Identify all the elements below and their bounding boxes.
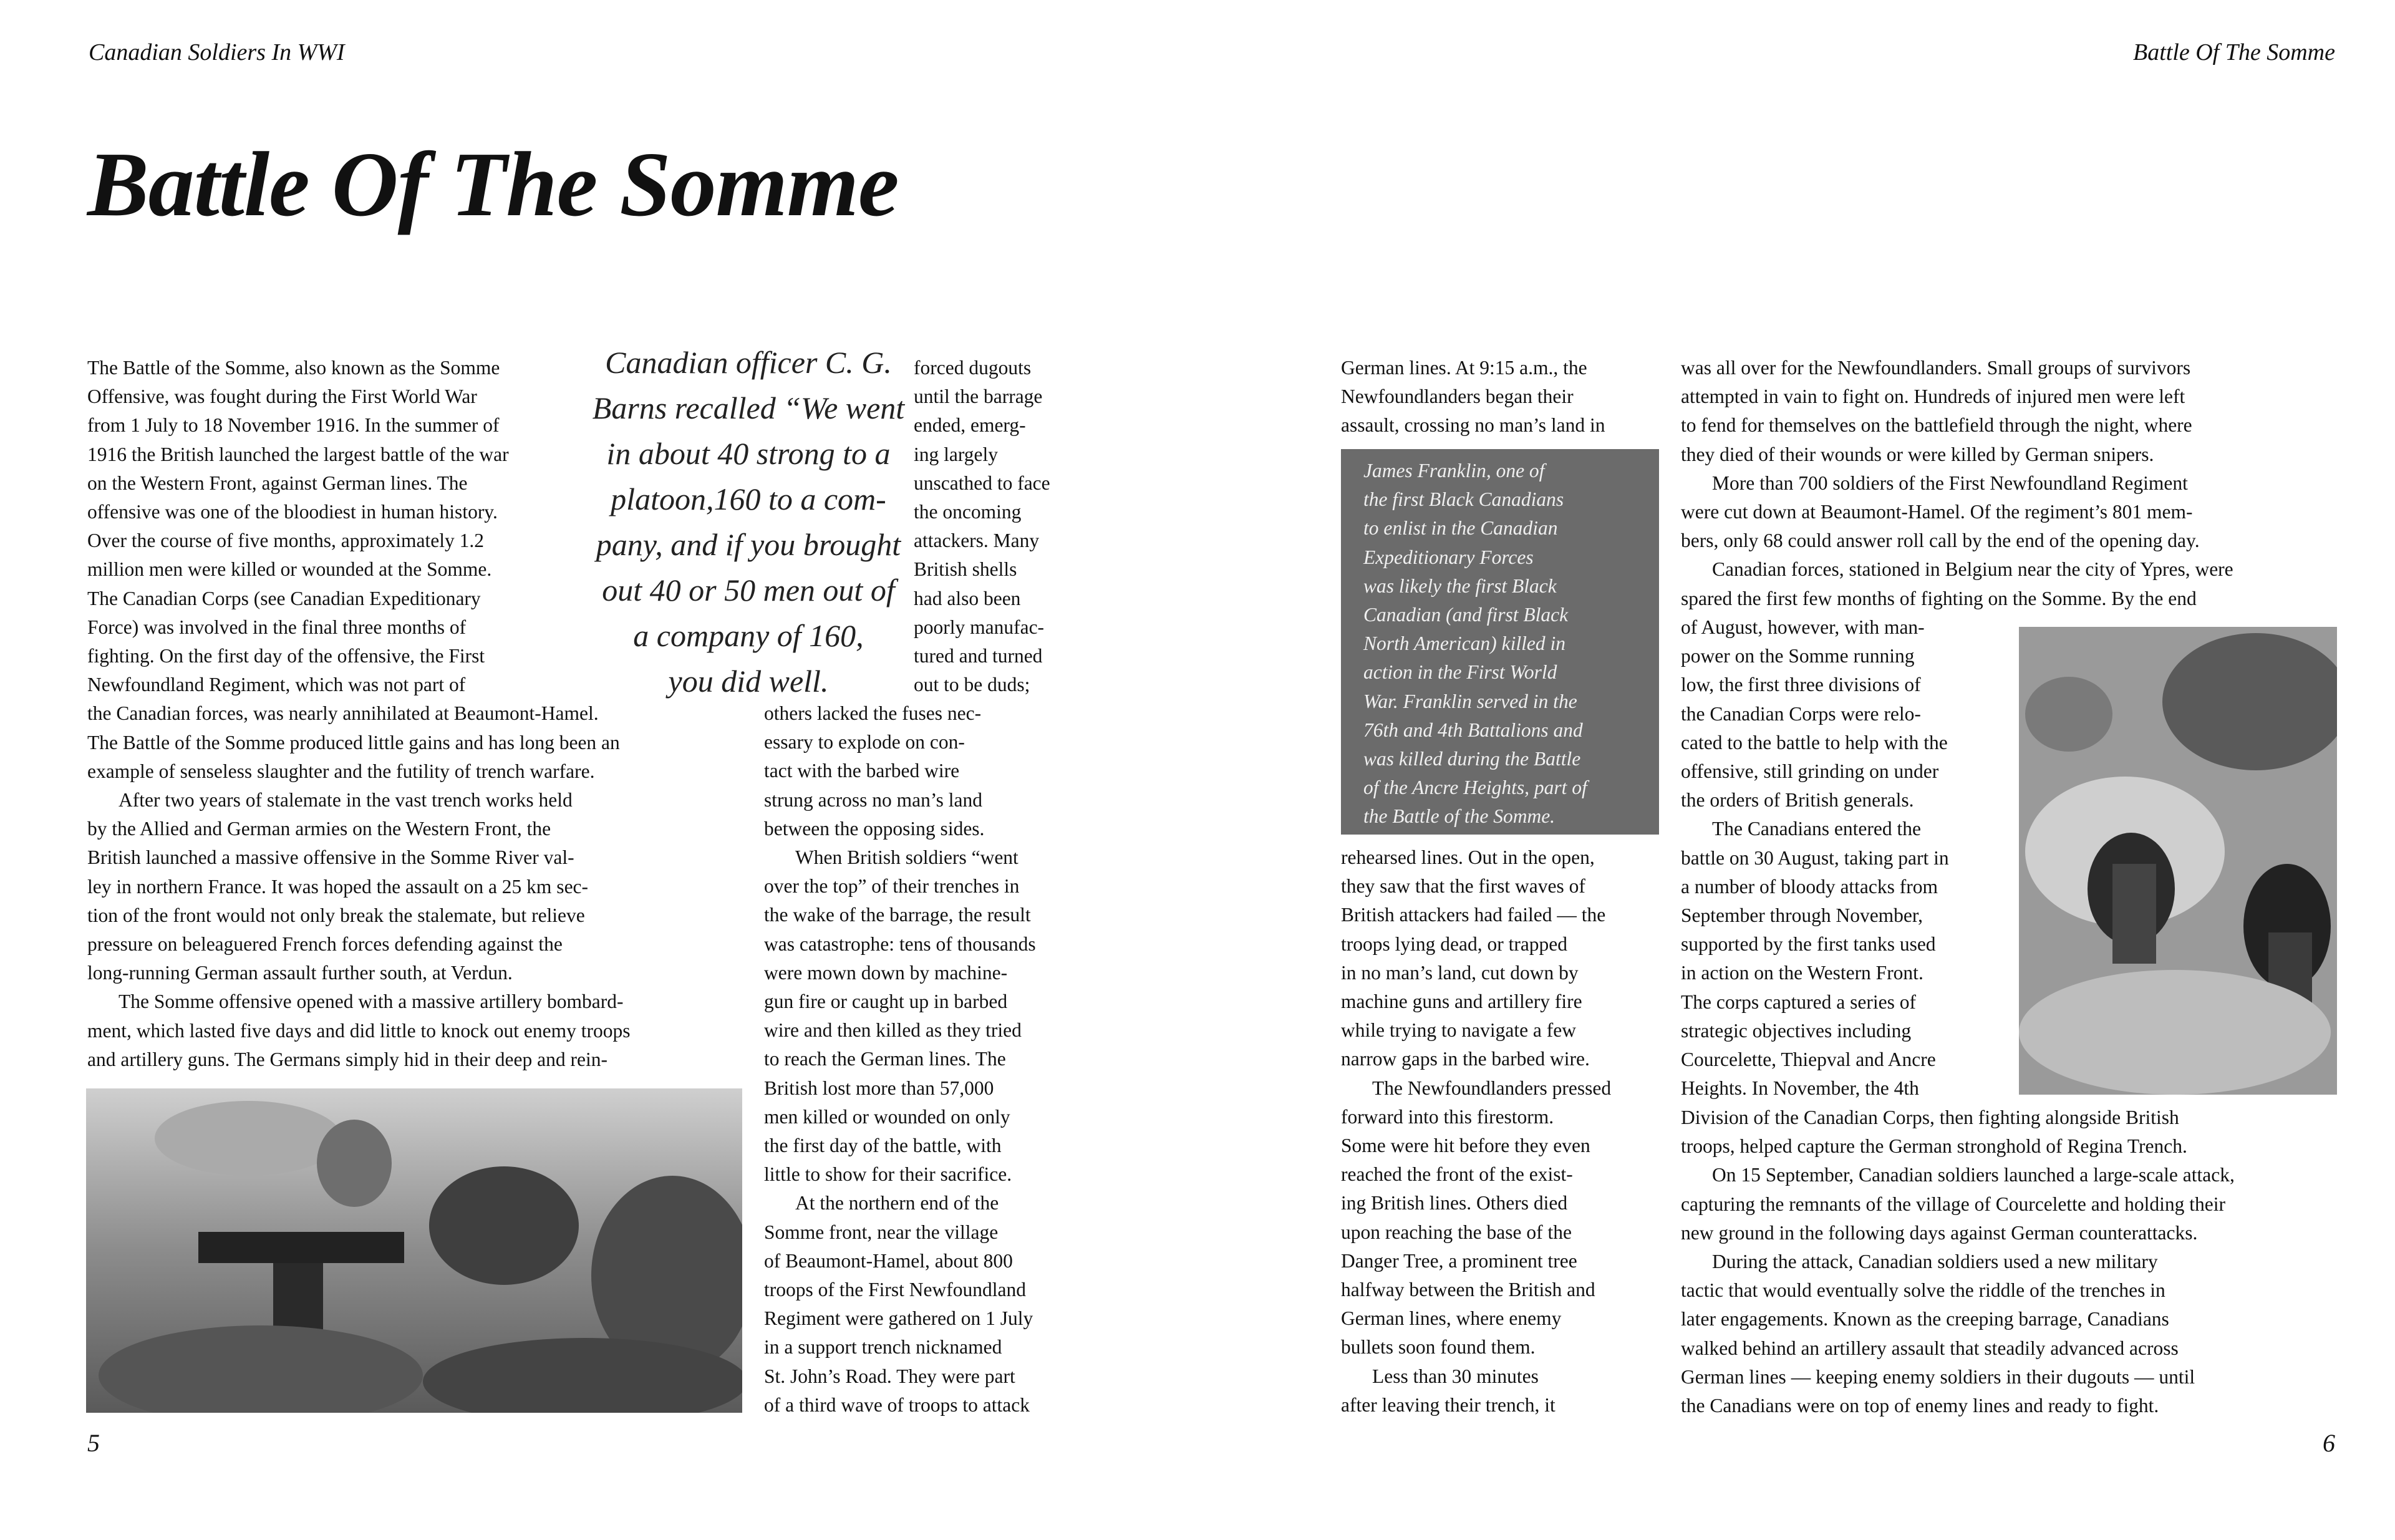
text-line: battle on 30 August, taking part in [1681,846,1949,869]
text-line: the Canadians were on top of enemy lines and ready to fight. [1681,1395,2159,1417]
text-line: was catastrophe: tens of thousands [764,932,1036,955]
text-line: attackers. Many [914,530,1040,552]
running-title-left: Canadian Soldiers In WWI [89,39,345,65]
text-line: The Battle of the Somme, also known as the Somme [87,357,500,379]
text-line: attempted in vain to fight on. Hundreds of injured men were left [1681,385,2185,408]
column-4-bottom-text [1681,1103,2342,1420]
text-line: unscathed to face [914,472,1050,494]
text-line: of the Ancre Heights, part of [1363,777,1587,799]
text-line: Barns recalled “We went [592,390,905,425]
text-line: troops, helped capture the German stronghold of Regina Trench. [1681,1135,2187,1158]
text-line: ley in northern France. It was hoped the assault on a 25 km sec- [87,875,589,898]
text-line: the Canadian forces, was nearly annihilated at Beaumont-Hamel. [87,702,599,725]
text-line: of Beaumont-Hamel, about 800 [764,1249,1013,1272]
text-line: Expeditionary Forces [1363,546,1534,568]
text-line: North American) killed in [1363,632,1565,655]
text-line: the Canadian Corps were relo- [1681,702,1921,725]
text-line: they died of their wounds or were killed by German snipers. [1681,443,2154,465]
text-line: gun fire or caught up in barbed [764,990,1008,1013]
text-line: On 15 September, Canadian soldiers launched a large-scale attack, [1712,1164,2235,1186]
text-line: the first day of the battle, with [764,1135,1002,1157]
text-line: over the top” of their trenches in [764,875,1020,898]
text-line: they saw that the first waves of [1341,875,1585,898]
text-line: Canadian forces, stationed in Belgium near the city of Ypres, were [1712,558,2233,581]
page-title: Battle Of The Somme [87,133,899,236]
text-line: Division of the Canadian Corps, then fighting alongside British [1681,1107,2179,1128]
text-line: by the Allied and German armies on the Western Front, the [87,818,551,840]
text-line: Regiment were gathered on 1 July [764,1307,1033,1330]
column-4-top-text [1681,354,2342,613]
text-line: British shells [914,558,1017,581]
text-line: poorly manufac- [914,616,1045,638]
text-line: low, the first three divisions of [1681,674,1921,696]
text-line: and artillery guns. The Germans simply hid in their deep and rein- [87,1048,607,1070]
text-line: in about 40 strong to a [606,436,891,471]
text-line: The Canadian Corps (see Canadian Expeditionary [87,587,481,609]
text-line: to fend for themselves on the battlefield through the night, where [1681,414,2192,437]
text-line: pany, and if you brought [596,527,901,562]
text-line: were cut down at Beaumont-Hamel. Of the regiment’s 801 mem- [1681,501,2193,523]
running-title-right: Battle Of The Somme [2132,39,2335,65]
text-line: Danger Tree, a prominent tree [1341,1249,1577,1272]
text-line: the oncoming [914,501,1022,523]
text-line: capturing the remnants of the village of Courcelette and holding their [1681,1193,2225,1215]
text-line: British lost more than 57,000 [764,1077,994,1099]
text-line: Courcelette, Thiepval and Ancre [1681,1048,1936,1071]
text-line: rehearsed lines. Out in the open, [1341,846,1595,868]
text-line: was killed during the Battle [1363,748,1581,770]
text-line: narrow gaps in the barbed wire. [1341,1048,1590,1070]
text-line: The Somme offensive opened with a massive artillery bombard- [119,990,624,1013]
text-line: you did well. [668,664,829,699]
text-line: offensive, still grinding on under [1681,760,1939,783]
text-line: were mown down by machine- [764,961,1008,984]
text-line: in action on the Western Front. [1681,962,1923,984]
text-line: a number of bloody attacks from [1681,875,1938,898]
text-line: War. Franklin served in the [1363,690,1577,712]
text-line: million men were killed or wounded at the Somme. [87,558,492,581]
text-line: September through November, [1681,904,1923,927]
text-line: German lines, where enemy [1341,1307,1562,1330]
text-line: Offensive, was fought during the First World War [87,385,477,408]
text-line: German lines. At 9:15 a.m., the [1341,357,1587,379]
text-line: halfway between the British and [1341,1279,1595,1301]
text-line: essary to explode on con- [764,731,965,753]
text-line: Newfoundlanders began their [1341,385,1574,408]
column-4-mid-text [1681,613,2018,1103]
text-line: the wake of the barrage, the result [764,904,1031,926]
text-line: strategic objectives including [1681,1019,1912,1042]
text-line: ment, which lasted five days and did little to knock out enemy troops [87,1019,631,1042]
page-number-right: 6 [2323,1429,2335,1457]
text-line: During the attack, Canadian soldiers used a new military [1712,1251,2158,1273]
text-line: 1916 the British launched the largest battle of the war [87,443,509,465]
text-line: little to show for their sacrifice. [764,1163,1012,1186]
text-line: platoon,160 to a com- [611,482,886,516]
text-line: supported by the first tanks used [1681,933,1936,956]
text-line: a company of 160, [633,618,864,653]
text-line: Canadian officer C. G. [605,345,892,380]
text-line: out 40 or 50 men out of [602,573,895,608]
photo-caption-box [1341,449,1659,835]
machine-gun-crew-photo [86,1088,742,1413]
text-line: ing British lines. Others died [1341,1192,1568,1214]
text-line: Force) was involved in the final three months of [87,616,467,638]
text-line: forward into this firestorm. [1341,1105,1554,1128]
text-line: later engagements. Known as the creeping barrage, Canadians [1681,1308,2169,1330]
text-line: Over the course of five months, approximately 1.2 [87,530,484,552]
text-line: 76th and 4th Battalions and [1363,719,1583,741]
text-line: while trying to navigate a few [1341,1019,1577,1042]
text-line: The corps captured a series of [1681,990,1916,1013]
text-line: was all over for the Newfoundlanders. Small groups of survivors [1681,357,2191,379]
page-number-left: 5 [87,1429,100,1457]
text-line: the first Black Canadians [1363,488,1564,511]
text-line: The Newfoundlanders pressed [1372,1077,1612,1099]
text-line: The Battle of the Somme produced little gains and has long been an [87,731,620,753]
text-line: Newfoundland Regiment, which was not part of [87,674,466,696]
column-3-top-text [1341,354,1672,440]
text-line: Heights. In November, the 4th [1681,1077,1919,1100]
text-line: The Canadians entered the [1712,818,1921,840]
text-line: ended, emerg- [914,414,1026,437]
text-line: of a third wave of troops to attack [764,1393,1030,1416]
text-line: reached the front of the exist- [1341,1163,1573,1186]
column-3-text [1341,843,1672,1420]
text-line: long-running German assault further south, at Verdun. [87,962,513,984]
text-line: new ground in the following days against German counterattacks. [1681,1221,2198,1244]
text-line: ing largely [914,443,999,465]
text-line: to reach the German lines. The [764,1048,1006,1070]
text-line: from 1 July to 18 November 1916. In the summer of [87,414,500,437]
text-line: offensive was one of the bloodiest in human history. [87,501,498,523]
text-line: tured and turned [914,645,1043,667]
text-line: of August, however, with man- [1681,616,1925,638]
text-line: bers, only 68 could answer roll call by the end of the opening day. [1681,530,2200,552]
text-line: James Franklin, one of [1363,460,1545,482]
text-line: Canadian (and first Black [1363,604,1569,626]
text-line: men killed or wounded on only [764,1105,1010,1128]
text-line: upon reaching the base of the [1341,1221,1572,1243]
text-line: Some were hit before they even [1341,1135,1590,1157]
column-2-text [764,699,1113,1420]
text-line: walked behind an artillery assault that steadily advanced across [1681,1337,2179,1359]
soldiers-dugout-image [2019,627,2337,1095]
text-line: bullets soon found them. [1341,1336,1536,1358]
text-line: between the opposing sides. [764,817,985,840]
text-line: power on the Somme running [1681,645,1915,667]
text-line: More than 700 soldiers of the First Newfoundland Regiment [1712,472,2188,494]
text-line: was likely the first Black [1363,574,1557,597]
text-line: cated to the battle to help with the [1681,731,1948,753]
text-line: Less than 30 minutes [1372,1365,1539,1387]
text-line: tact with the barbed wire [764,760,960,782]
text-line: After two years of stalemate in the vast trench works held [119,789,573,811]
text-line: in a support trench nicknamed [764,1336,1002,1358]
text-line: tion of the front would not only break the stalemate, but relieve [87,904,585,926]
text-line: At the northern end of the [795,1192,999,1214]
text-line: example of senseless slaughter and the futility of trench warfare. [87,760,595,782]
text-line: the orders of British generals. [1681,789,1914,811]
text-line: wire and then killed as they tried [764,1019,1022,1042]
text-line: troops lying dead, or trapped [1341,932,1568,955]
text-line: after leaving their trench, it [1341,1393,1556,1416]
soldiers-dugout-photo [2019,627,2337,1095]
text-line: assault, crossing no man’s land in [1341,414,1605,437]
text-line: others lacked the fuses nec- [764,702,982,724]
text-line: on the Western Front, against German lines. The [87,472,468,494]
text-line: to enlist in the Canadian [1363,517,1558,540]
text-line: tactic that would eventually solve the riddle of the trenches in [1681,1279,2165,1302]
machine-gun-crew-image [86,1088,742,1413]
text-line: machine guns and artillery fire [1341,990,1582,1013]
text-line: out to be duds; [914,674,1030,696]
text-line: the Battle of the Somme. [1363,805,1556,828]
text-line: spared the first few months of fighting on the Somme. By the end [1681,587,2197,609]
text-line: British attackers had failed — the [1341,904,1606,926]
text-line: action in the First World [1363,661,1557,684]
pull-quote [574,340,923,704]
text-line: German lines — keeping enemy soldiers in their dugouts — until [1681,1365,2195,1388]
text-line: until the barrage [914,385,1043,408]
text-line: When British soldiers “went [795,846,1018,869]
text-line: had also been [914,587,1021,609]
text-line: British launched a massive offensive in the Somme River val- [87,846,574,869]
text-line: forced dugouts [914,357,1032,379]
text-line: fighting. On the first day of the offensive, the First [87,645,485,667]
text-line: pressure on beleaguered French forces defending against the [87,933,563,956]
text-line: St. John’s Road. They were part [764,1365,1015,1387]
text-line: strung across no man’s land [764,788,982,811]
column-2-top-text [914,354,1101,699]
text-line: troops of the First Newfoundland [764,1279,1026,1301]
text-line: Somme front, near the village [764,1221,999,1243]
text-line: in no man’s land, cut down by [1341,961,1579,984]
